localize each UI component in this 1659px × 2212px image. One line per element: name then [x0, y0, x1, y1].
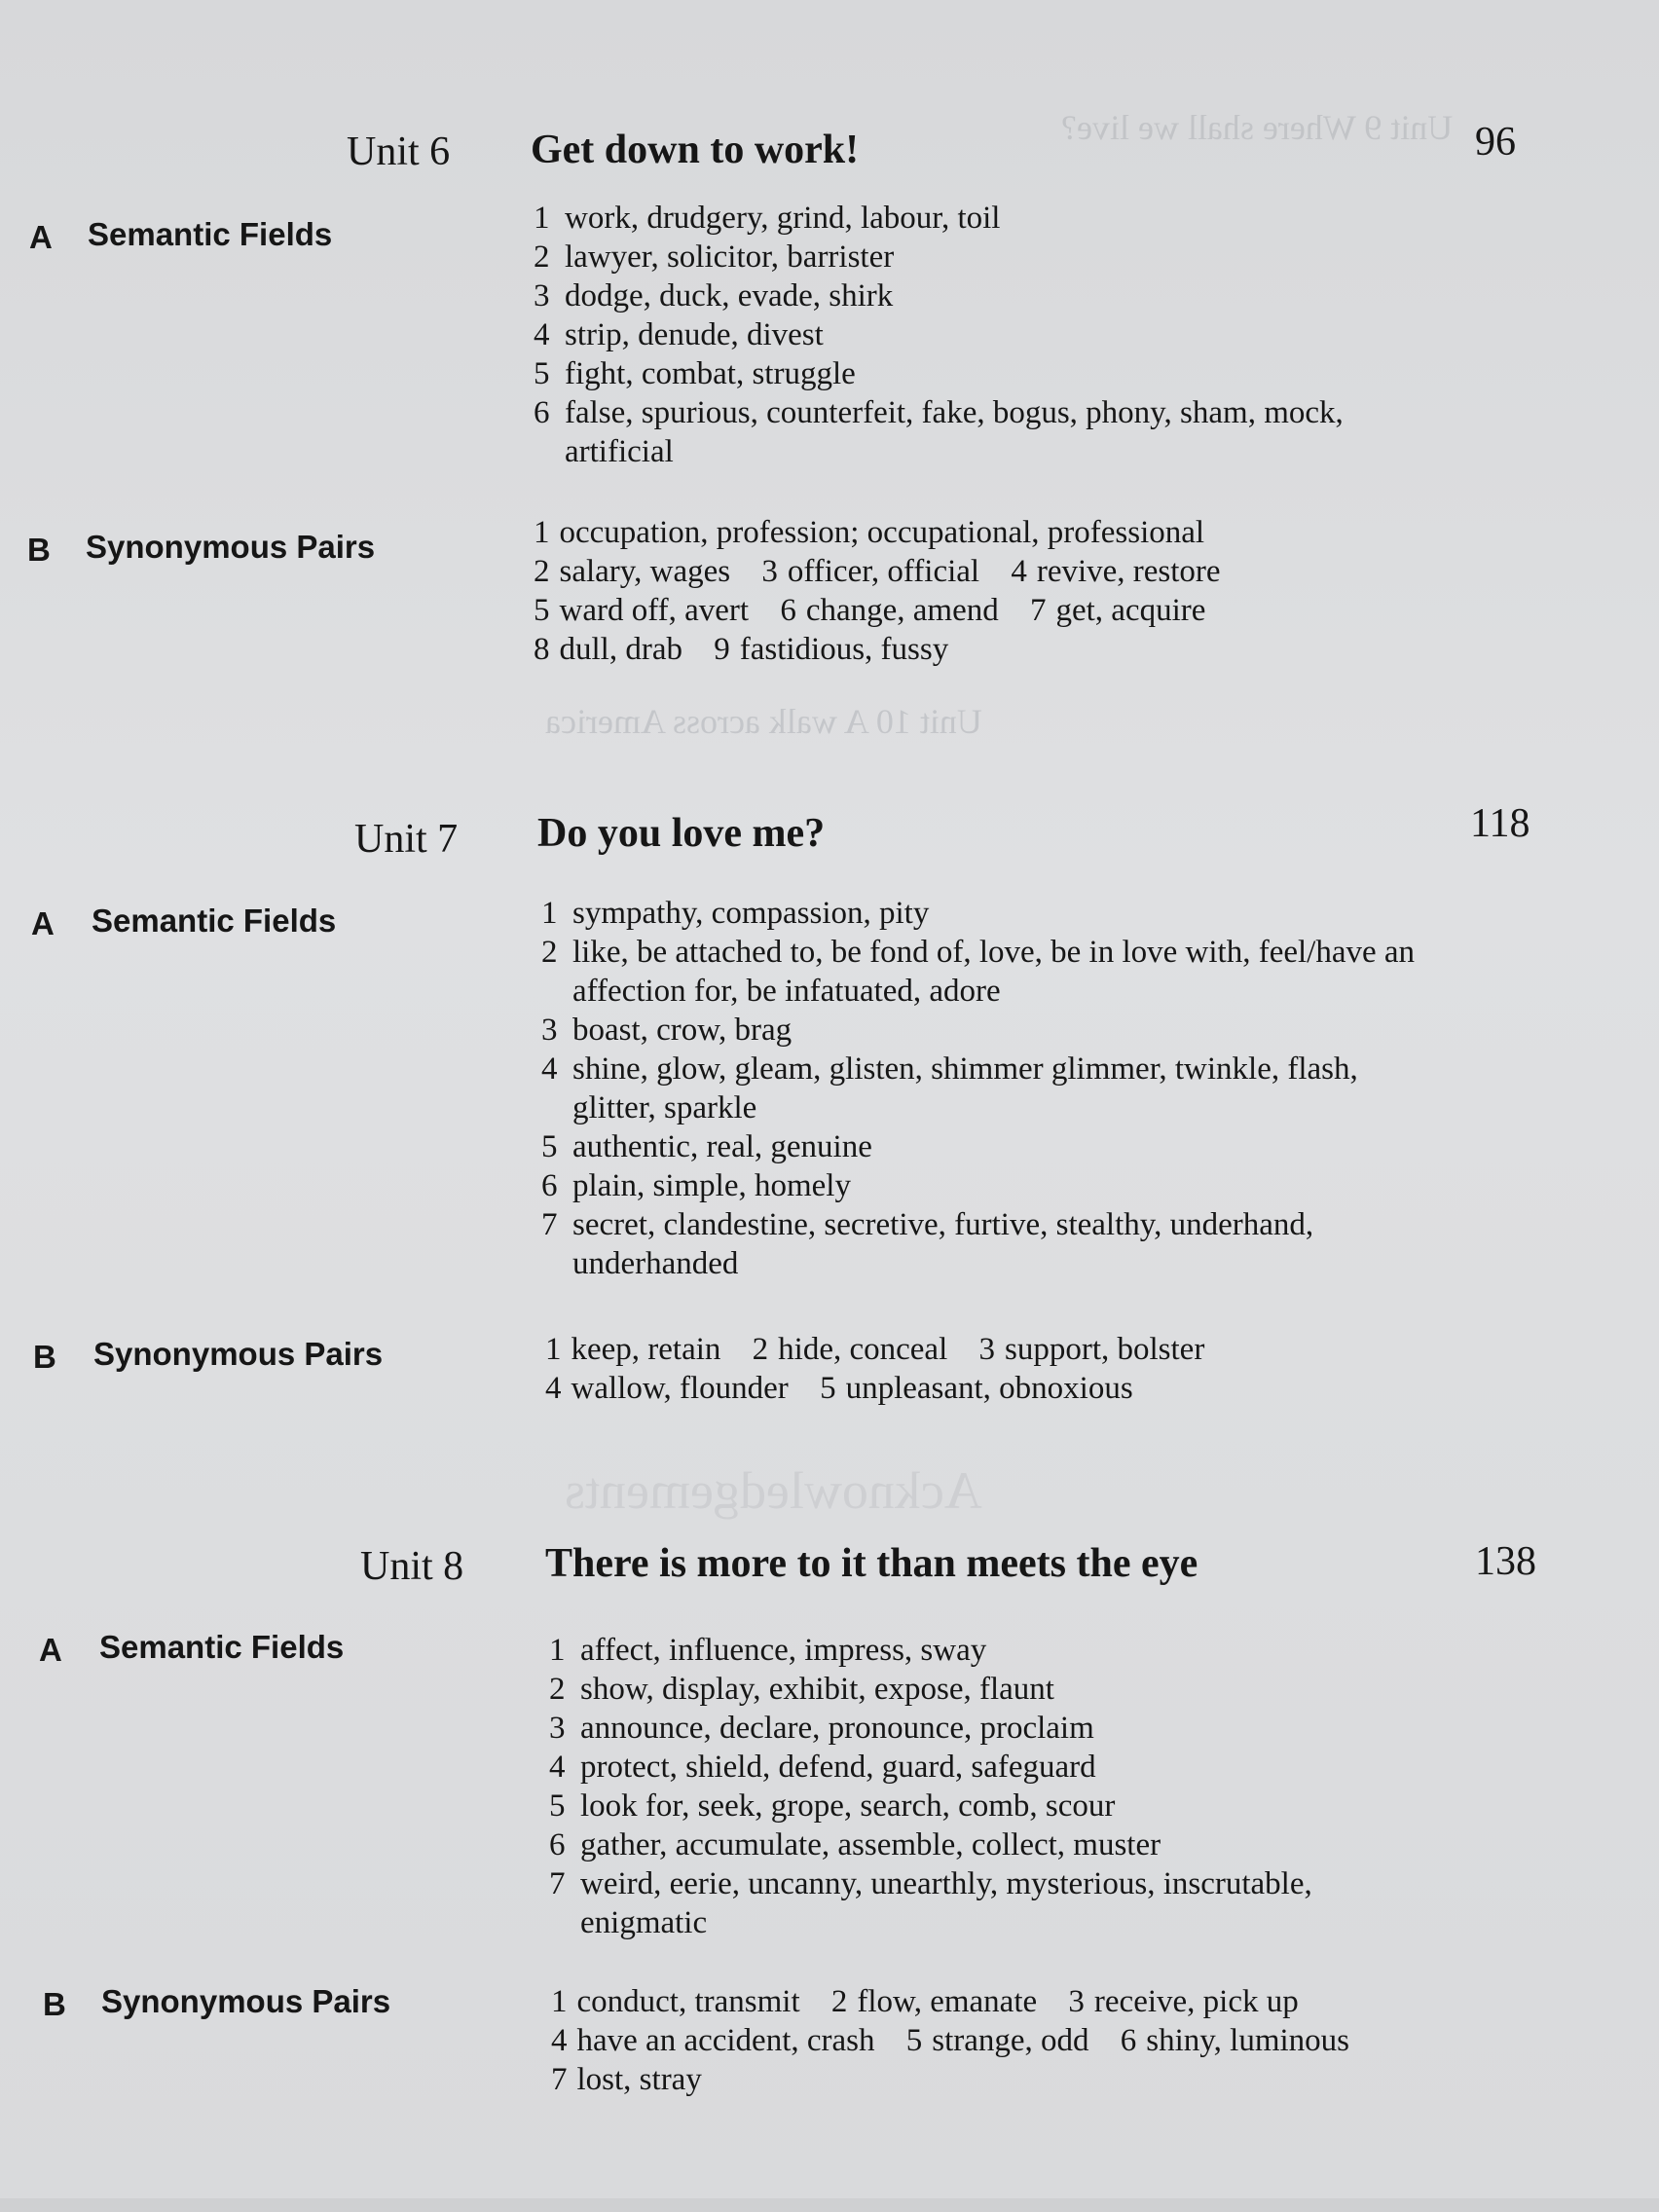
- unit-label: Unit 6: [347, 129, 451, 174]
- list-item: 4 shine, glow, gleam, glisten, shimmer glimmer, twinkle, flash, glitter, sparkle: [541, 1051, 1358, 1125]
- unit-title: Get down to work!: [531, 128, 860, 172]
- list-item: 4 protect, shield, defend, guard, safeguard: [549, 1750, 1096, 1785]
- list-item: 2 lawyer, solicitor, barrister: [534, 240, 895, 275]
- page-number: 118: [1470, 801, 1530, 846]
- page-number: 96: [1475, 120, 1516, 165]
- pairs-line: 4 have an accident, crash 5 strange, odd 6 shiny, luminous: [551, 2023, 1350, 2058]
- list-item: 4 strip, denude, divest: [534, 317, 824, 352]
- section-letter: B: [43, 1986, 66, 2022]
- list-item: 5 look for, seek, grope, search, comb, scour: [549, 1788, 1116, 1824]
- list-item: 1 work, drudgery, grind, labour, toil: [534, 201, 1001, 236]
- section-heading: Semantic Fields: [92, 903, 337, 939]
- list-item: 1 affect, influence, impress, sway: [549, 1633, 987, 1668]
- section-heading: Synonymous Pairs: [86, 529, 376, 565]
- list-item: 6 false, spurious, counterfeit, fake, bogus, phony, sham, mock, artificial: [534, 395, 1344, 469]
- unit-label: Unit 8: [360, 1544, 464, 1589]
- pairs-line: 1 occupation, profession; occupational, professional: [534, 515, 1205, 550]
- list-item: 7 secret, clandestine, secretive, furtive, stealthy, underhand, underhanded: [541, 1207, 1314, 1281]
- pairs-line: 2 salary, wages 3 officer, official 4 revive, restore: [534, 554, 1221, 589]
- bleed-through-text: Unit 9 Where shall we live?: [1061, 108, 1454, 147]
- synonymous-pairs-list: [534, 513, 1244, 669]
- synonymous-pairs-list: [545, 1330, 1228, 1408]
- pairs-line: 4 wallow, flounder 5 unpleasant, obnoxious: [545, 1371, 1133, 1406]
- section-letter: A: [31, 905, 55, 941]
- semantic-fields-list: [549, 1631, 1437, 1942]
- list-item: 2 like, be attached to, be fond of, love, be in love with, feel/have an affection for, be infatuated, adore: [541, 935, 1416, 1009]
- section-letter: A: [39, 1632, 62, 1668]
- bleed-through-text: Acknowledgements: [565, 1461, 982, 1520]
- list-item: 7 weird, eerie, uncanny, unearthly, mysterious, inscrutable, enigmatic: [549, 1866, 1312, 1940]
- pairs-line: 1 keep, retain 2 hide, conceal 3 support, bolster: [545, 1332, 1205, 1367]
- section-heading: Semantic Fields: [99, 1629, 345, 1665]
- page-number: 138: [1475, 1539, 1536, 1584]
- list-item: 3 boast, crow, brag: [541, 1013, 793, 1048]
- section-heading: Synonymous Pairs: [101, 1983, 391, 2019]
- bleed-through-text: Unit 10 A walk across America: [545, 702, 982, 741]
- pairs-line: 7 lost, stray: [551, 2062, 702, 2097]
- semantic-fields-list: [541, 894, 1429, 1283]
- list-item: 3 announce, declare, pronounce, proclaim: [549, 1711, 1094, 1746]
- section-letter: A: [29, 219, 53, 255]
- section-heading: Semantic Fields: [88, 216, 333, 252]
- pairs-line: 1 conduct, transmit 2 flow, emanate 3 receive, pick up: [551, 1984, 1299, 2019]
- unit-title: Do you love me?: [537, 811, 826, 856]
- list-item: 3 dodge, duck, evade, shirk: [534, 278, 894, 313]
- unit-label: Unit 7: [354, 817, 459, 862]
- list-item: 5 fight, combat, struggle: [534, 356, 856, 391]
- section-letter: B: [33, 1339, 56, 1375]
- pairs-line: 5 ward off, avert 6 change, amend 7 get, acquire: [534, 593, 1206, 628]
- pairs-line: 8 dull, drab 9 fastidious, fussy: [534, 632, 949, 667]
- synonymous-pairs-list: [551, 1982, 1373, 2099]
- list-item: 6 gather, accumulate, assemble, collect, muster: [549, 1827, 1161, 1862]
- list-item: 6 plain, simple, homely: [541, 1168, 851, 1203]
- unit-title: There is more to it than meets the eye: [545, 1541, 1198, 1586]
- semantic-fields-list: [534, 199, 1421, 471]
- section-letter: B: [27, 532, 51, 568]
- section-heading: Synonymous Pairs: [93, 1336, 384, 1372]
- page-bottom-edge: [0, 2198, 1659, 2212]
- list-item: 5 authentic, real, genuine: [541, 1129, 872, 1164]
- list-item: 2 show, display, exhibit, expose, flaunt: [549, 1672, 1054, 1707]
- list-item: 1 sympathy, compassion, pity: [541, 896, 930, 931]
